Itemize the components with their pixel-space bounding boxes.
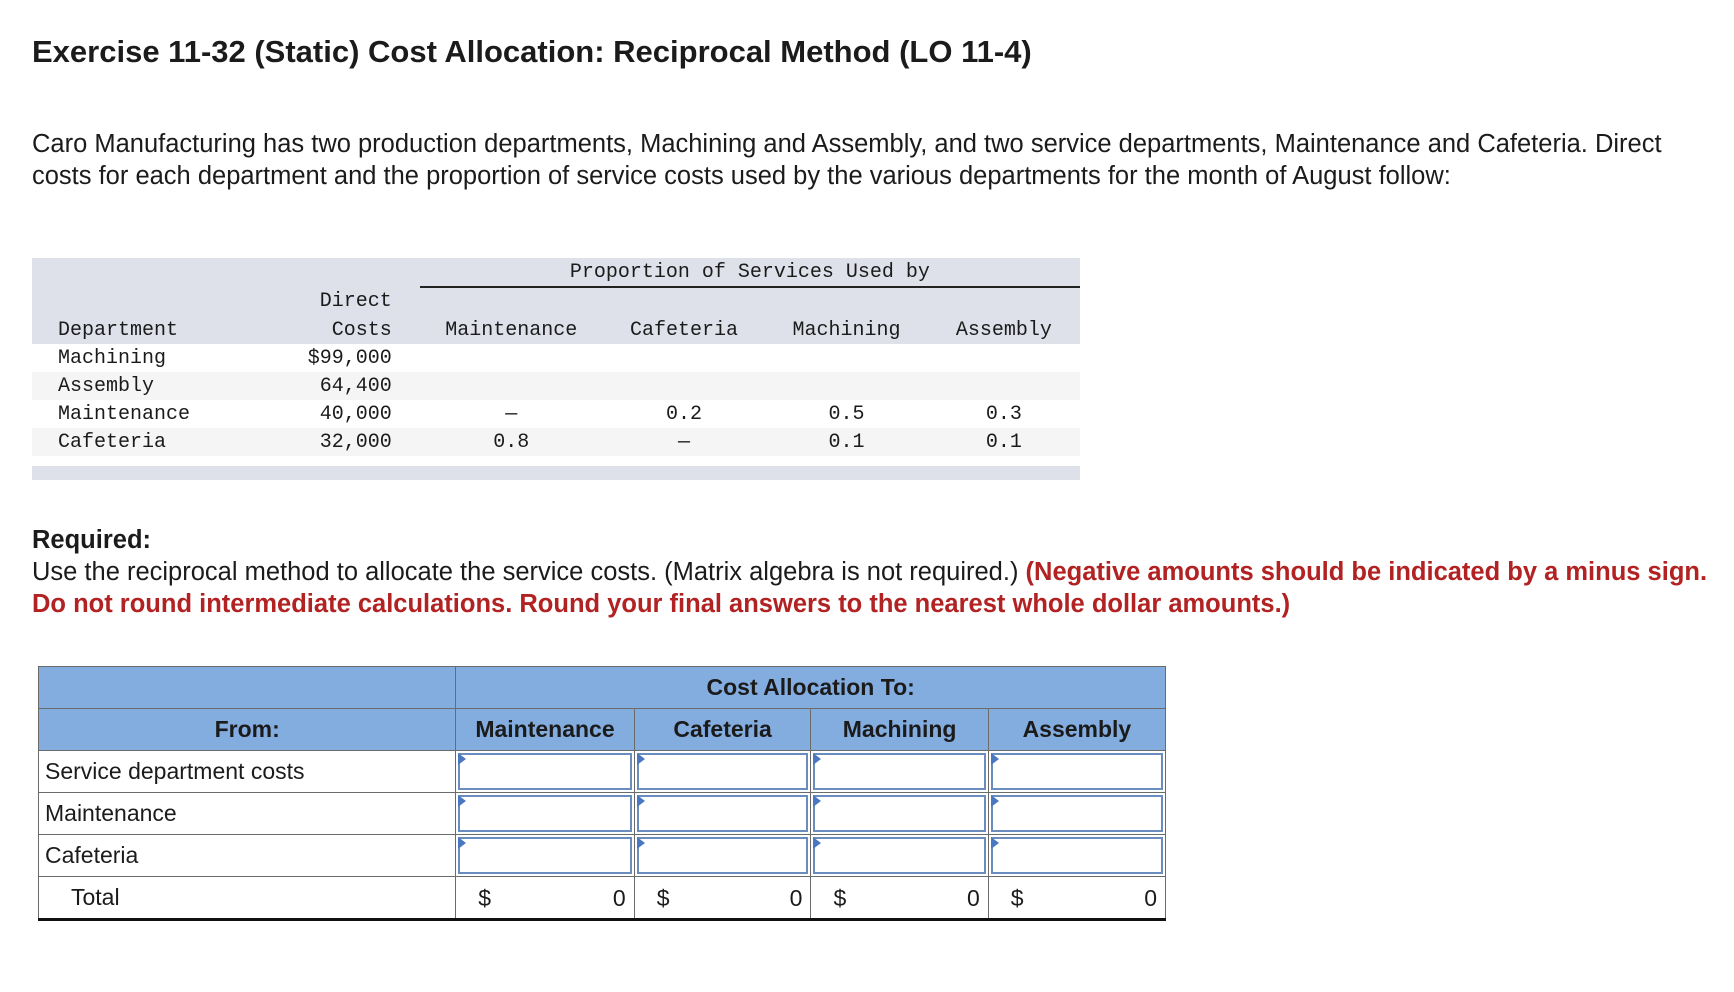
total-cafeteria: $ 0 xyxy=(634,877,811,920)
table-row: Cafeteria 32,000 0.8 — 0.1 0.1 xyxy=(32,428,1080,456)
required-text: Use the reciprocal method to allocate the service costs. (Matrix algebra is not required.) xyxy=(32,558,1026,586)
input-marker-icon xyxy=(991,837,999,849)
input-maintenance-cafeteria[interactable] xyxy=(634,793,811,835)
col-header-assembly: Assembly xyxy=(988,709,1165,751)
required-warning: (Negative amounts should be indicated by a minus sign. Do not round intermediate calculations. Round your final answers to the nearest whole dollar amounts.) xyxy=(32,558,1708,618)
table-row: Maintenance 40,000 — 0.2 0.5 0.3 xyxy=(32,400,1080,428)
required-heading: Required: xyxy=(32,526,152,554)
col-header-cafeteria: Cafeteria xyxy=(634,709,811,751)
table-row: Assembly 64,400 xyxy=(32,372,1080,400)
table-row xyxy=(39,793,1166,835)
cost-allocation-answer-table xyxy=(38,666,1166,921)
input-maintenance-maintenance[interactable] xyxy=(456,793,634,835)
input-marker-icon xyxy=(458,753,466,765)
input-service-assembly[interactable] xyxy=(988,751,1165,793)
input-marker-icon xyxy=(813,837,821,849)
input-marker-icon xyxy=(637,795,645,807)
table-row: Machining $99,000 xyxy=(32,344,1080,372)
row-label-total: Total xyxy=(39,877,456,920)
direct-costs-header-line2: Costs xyxy=(250,316,420,344)
total-assembly: $ 0 xyxy=(988,877,1165,920)
input-marker-icon xyxy=(991,795,999,807)
proportion-group-header: Proportion of Services Used by xyxy=(420,258,1080,287)
input-service-maintenance[interactable] xyxy=(456,751,634,793)
input-cafeteria-assembly[interactable] xyxy=(988,835,1165,877)
input-maintenance-assembly[interactable] xyxy=(988,793,1165,835)
problem-intro: Caro Manufacturing has two production departments, Machining and Assembly, and two service departments, Maintenance and Cafeteria. Direct costs for each department and the proportion of service costs used by the various departments for the month of August follow: xyxy=(32,130,1662,190)
input-marker-icon xyxy=(991,753,999,765)
input-service-machining[interactable] xyxy=(811,751,988,793)
maintenance-col-header: Maintenance xyxy=(420,316,603,344)
from-header: From: xyxy=(39,709,456,751)
table-row xyxy=(39,835,1166,877)
input-marker-icon xyxy=(813,753,821,765)
input-marker-icon xyxy=(637,753,645,765)
exercise-title: Exercise 11-32 (Static) Cost Allocation: Reciprocal Method (LO 11-4) xyxy=(32,34,1032,69)
table-row xyxy=(39,751,1166,793)
col-header-maintenance: Maintenance xyxy=(456,709,634,751)
machining-col-header: Machining xyxy=(765,316,927,344)
input-cafeteria-cafeteria[interactable] xyxy=(634,835,811,877)
input-marker-icon xyxy=(458,837,466,849)
row-label-cafeteria: Cafeteria xyxy=(39,835,456,877)
input-cafeteria-maintenance[interactable] xyxy=(456,835,634,877)
department-data-table xyxy=(32,258,1080,480)
assembly-col-header: Assembly xyxy=(928,316,1080,344)
col-header-machining: Machining xyxy=(811,709,988,751)
cafeteria-col-header: Cafeteria xyxy=(603,316,765,344)
row-label-maintenance: Maintenance xyxy=(39,793,456,835)
total-row xyxy=(39,877,1166,920)
direct-costs-header-line1: Direct xyxy=(250,287,420,316)
total-machining: $ 0 xyxy=(811,877,988,920)
row-label-service-costs: Service department costs xyxy=(39,751,456,793)
input-marker-icon xyxy=(637,837,645,849)
input-maintenance-machining[interactable] xyxy=(811,793,988,835)
department-header: Department xyxy=(32,316,250,344)
input-cafeteria-machining[interactable] xyxy=(811,835,988,877)
input-service-cafeteria[interactable] xyxy=(634,751,811,793)
total-maintenance: $ 0 xyxy=(456,877,634,920)
input-marker-icon xyxy=(813,795,821,807)
cost-allocation-header: Cost Allocation To: xyxy=(456,667,1166,709)
required-instructions xyxy=(32,524,1722,620)
input-marker-icon xyxy=(458,795,466,807)
